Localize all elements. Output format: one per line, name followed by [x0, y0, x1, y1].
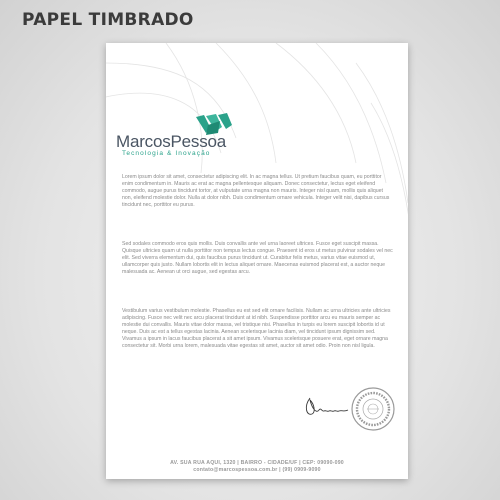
body-paragraph-3: Vestibulum varius vestibulum molestie. Phasellus eu est sed elit ornare facilisis. Nullam ac urna ultricies ante ultricies adipiscing. Fusce nec velit nec arcu placerat tincidunt at id nibh. Suspendisse porttitor arcu eu mauris semper ac molestie dui convallis. Mauris vitae dolor massa, vel tristique nisi. Phasellus in turpis eu lorem suscipit lobortis id ut neque. Duis ac est a tellus egestas lacinia. Aenean scelerisque lacinia diam, vel tincidunt ipsum dignissim sed. Vivamus a ipsum in lacus faucibus placerat a sit amet ipsum. Vivamus scelerisque posuere erat, eget ornare magna consectetur sit. Morbi urna lorem, malesuada vitae egestas sit amet, auctor sit amet odio. Proin non nisl ligula.	[122, 308, 391, 349]
company-logo	[116, 113, 236, 158]
logo-tagline: Tecnologia & Inovação	[122, 150, 211, 157]
logo-wordmark: MarcosPessoa	[116, 132, 227, 151]
footer-contact: contato@marcospessoa.com.br | (99) 0909-9090	[193, 467, 321, 473]
body-paragraph-2: Sed sodales commodo eros quis mollis. Duis convallis ante vel urna laoreet ultrices. Fusce eget suscipit massa. Quisque ultricies quam ut nulla porttitor non tempus lectus congue. Praesent id eros ut metus pulvinar sodales vel nec elit. Sed viverra elementum dui, quis faucibus purus tincidunt ut. Curabitur felis metus, varius vitae euismod ut, ullamcorper quis justo. Nullam lobortis elit in lectus aliquet ornare. Maecenas euismod placerat est, a auctor neque malesuada ac. Aenean ut orci augue, sed egestas arcu.	[122, 241, 393, 275]
page-title: PAPEL TIMBRADO	[22, 10, 194, 30]
body-paragraph-1: Lorem ipsum dolor sit amet, consectetur adipiscing elit. In ac magna tellus. Ut pretium faucibus quam, eu porttitor enim condimentum in. Mauris ac erat ac magna pellentesque aliquam. Donec consectetur, lectus eget eleifend commodo, augue purus tincidunt tortor, at vulputate urna magna non mauris. Integer nisl quam, mollis quis aliquet non, eleifend molestie dolor. Nulla at dolor nibh. Duis condimentum ornare vehicula. Integer velit nisi, dapibus cursus tincidunt nec, porttitor eu purus.	[122, 174, 390, 208]
signature-icon	[302, 392, 352, 422]
stamp-seal-icon	[350, 386, 396, 432]
letterhead-sheet	[106, 43, 408, 479]
footer-address: AV. SUA RUA AQUI, 1320 | BAIRRO - CIDADE/UF | CEP: 09090-090	[170, 460, 344, 466]
